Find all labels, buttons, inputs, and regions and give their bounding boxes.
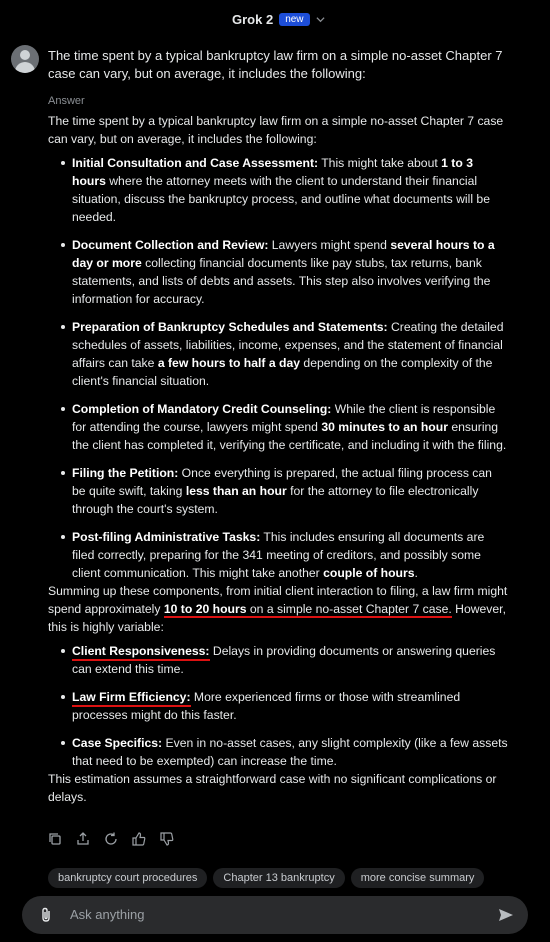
copy-icon[interactable]: [48, 832, 62, 846]
list-item: Filing the Petition: Once everything is prepared, the actual filing process can be quite swift, taking less than an hour for the attorney to file electronically through the court's system.: [48, 464, 508, 518]
share-icon[interactable]: [76, 832, 90, 846]
closing-paragraph: This estimation assumes a straightforward case with no significant complications or delays.: [48, 772, 497, 804]
variables-list: [48, 642, 508, 770]
send-icon[interactable]: [498, 908, 514, 922]
paperclip-icon[interactable]: [39, 907, 53, 923]
list-item: Law Firm Efficiency: More experienced firms or those with streamlined processes might do this faster.: [48, 688, 508, 724]
list-item: Completion of Mandatory Credit Counseling: While the client is responsible for attending the course, lawyers might spend 30 minutes to an hour ensuring the client has completed it, verifying the certificate, and including it with the filing.: [48, 400, 508, 454]
ask-input-bar[interactable]: [22, 896, 528, 934]
list-item: Case Specifics: Even in no-asset cases, any slight complexity (like a few assets that need to be exempted) can increase the time.: [48, 734, 508, 770]
ask-input-placeholder[interactable]: Ask anything: [70, 907, 145, 922]
list-item: Document Collection and Review: Lawyers might spend several hours to a day or more collecting financial documents like pay stubs, tax returns, bank statements, and lists of debts and assets. This step also involves verifying the information for accuracy.: [48, 236, 508, 308]
list-item: Client Responsiveness: Delays in providing documents or answering queries can extend this time.: [48, 642, 508, 678]
avatar: [11, 45, 39, 73]
answer-intro: The time spent by a typical bankruptcy law firm on a simple no-asset Chapter 7 case can vary, but on average, it includes the following:: [48, 114, 504, 146]
new-badge: new: [279, 13, 309, 26]
list-item: Initial Consultation and Case Assessment: This might take about 1 to 3 hours where the attorney meets with the client to understand their financial situation, discuss the bankruptcy process, and outline what documents will be needed.: [48, 154, 508, 226]
time-breakdown-list: [48, 154, 508, 582]
model-name: Grok 2: [232, 12, 274, 27]
model-selector[interactable]: [232, 12, 325, 27]
answer-content: [48, 112, 508, 806]
summary-paragraph: Summing up these components, from initial client interaction to filing, a law firm might spend approximately 10 to 20 hours on a simple no-asset Chapter 7 case. However, this is highly variable:: [48, 584, 508, 634]
user-question: The time spent by a typical bankruptcy law firm on a simple no-asset Chapter 7 case can vary, but on average, it includes the following:: [48, 48, 503, 81]
suggestion-chip[interactable]: more concise summary: [351, 868, 485, 888]
message-actions: [48, 832, 174, 846]
chevron-down-icon: [316, 15, 325, 24]
list-item: Post-filing Administrative Tasks: This includes ensuring all documents are filed correctly, preparing for the 341 meeting of creditors, and possibly some client communication. This might take another couple of hours.: [48, 528, 508, 582]
top-bar: [0, 0, 550, 40]
thumbs-down-icon[interactable]: [160, 832, 174, 846]
regenerate-icon[interactable]: [104, 832, 118, 846]
list-item: Preparation of Bankruptcy Schedules and Statements: Creating the detailed schedules of assets, liabilities, income, expenses, and the statement of financial affairs can take a few hours to half a day depending on the complexity of the client's financial situation.: [48, 318, 508, 390]
suggestion-chip[interactable]: Chapter 13 bankruptcy: [213, 868, 344, 888]
answer-label: Answer: [48, 95, 85, 107]
suggestion-chips: [48, 868, 484, 888]
suggestion-chip[interactable]: bankruptcy court procedures: [48, 868, 207, 888]
thumbs-up-icon[interactable]: [132, 832, 146, 846]
